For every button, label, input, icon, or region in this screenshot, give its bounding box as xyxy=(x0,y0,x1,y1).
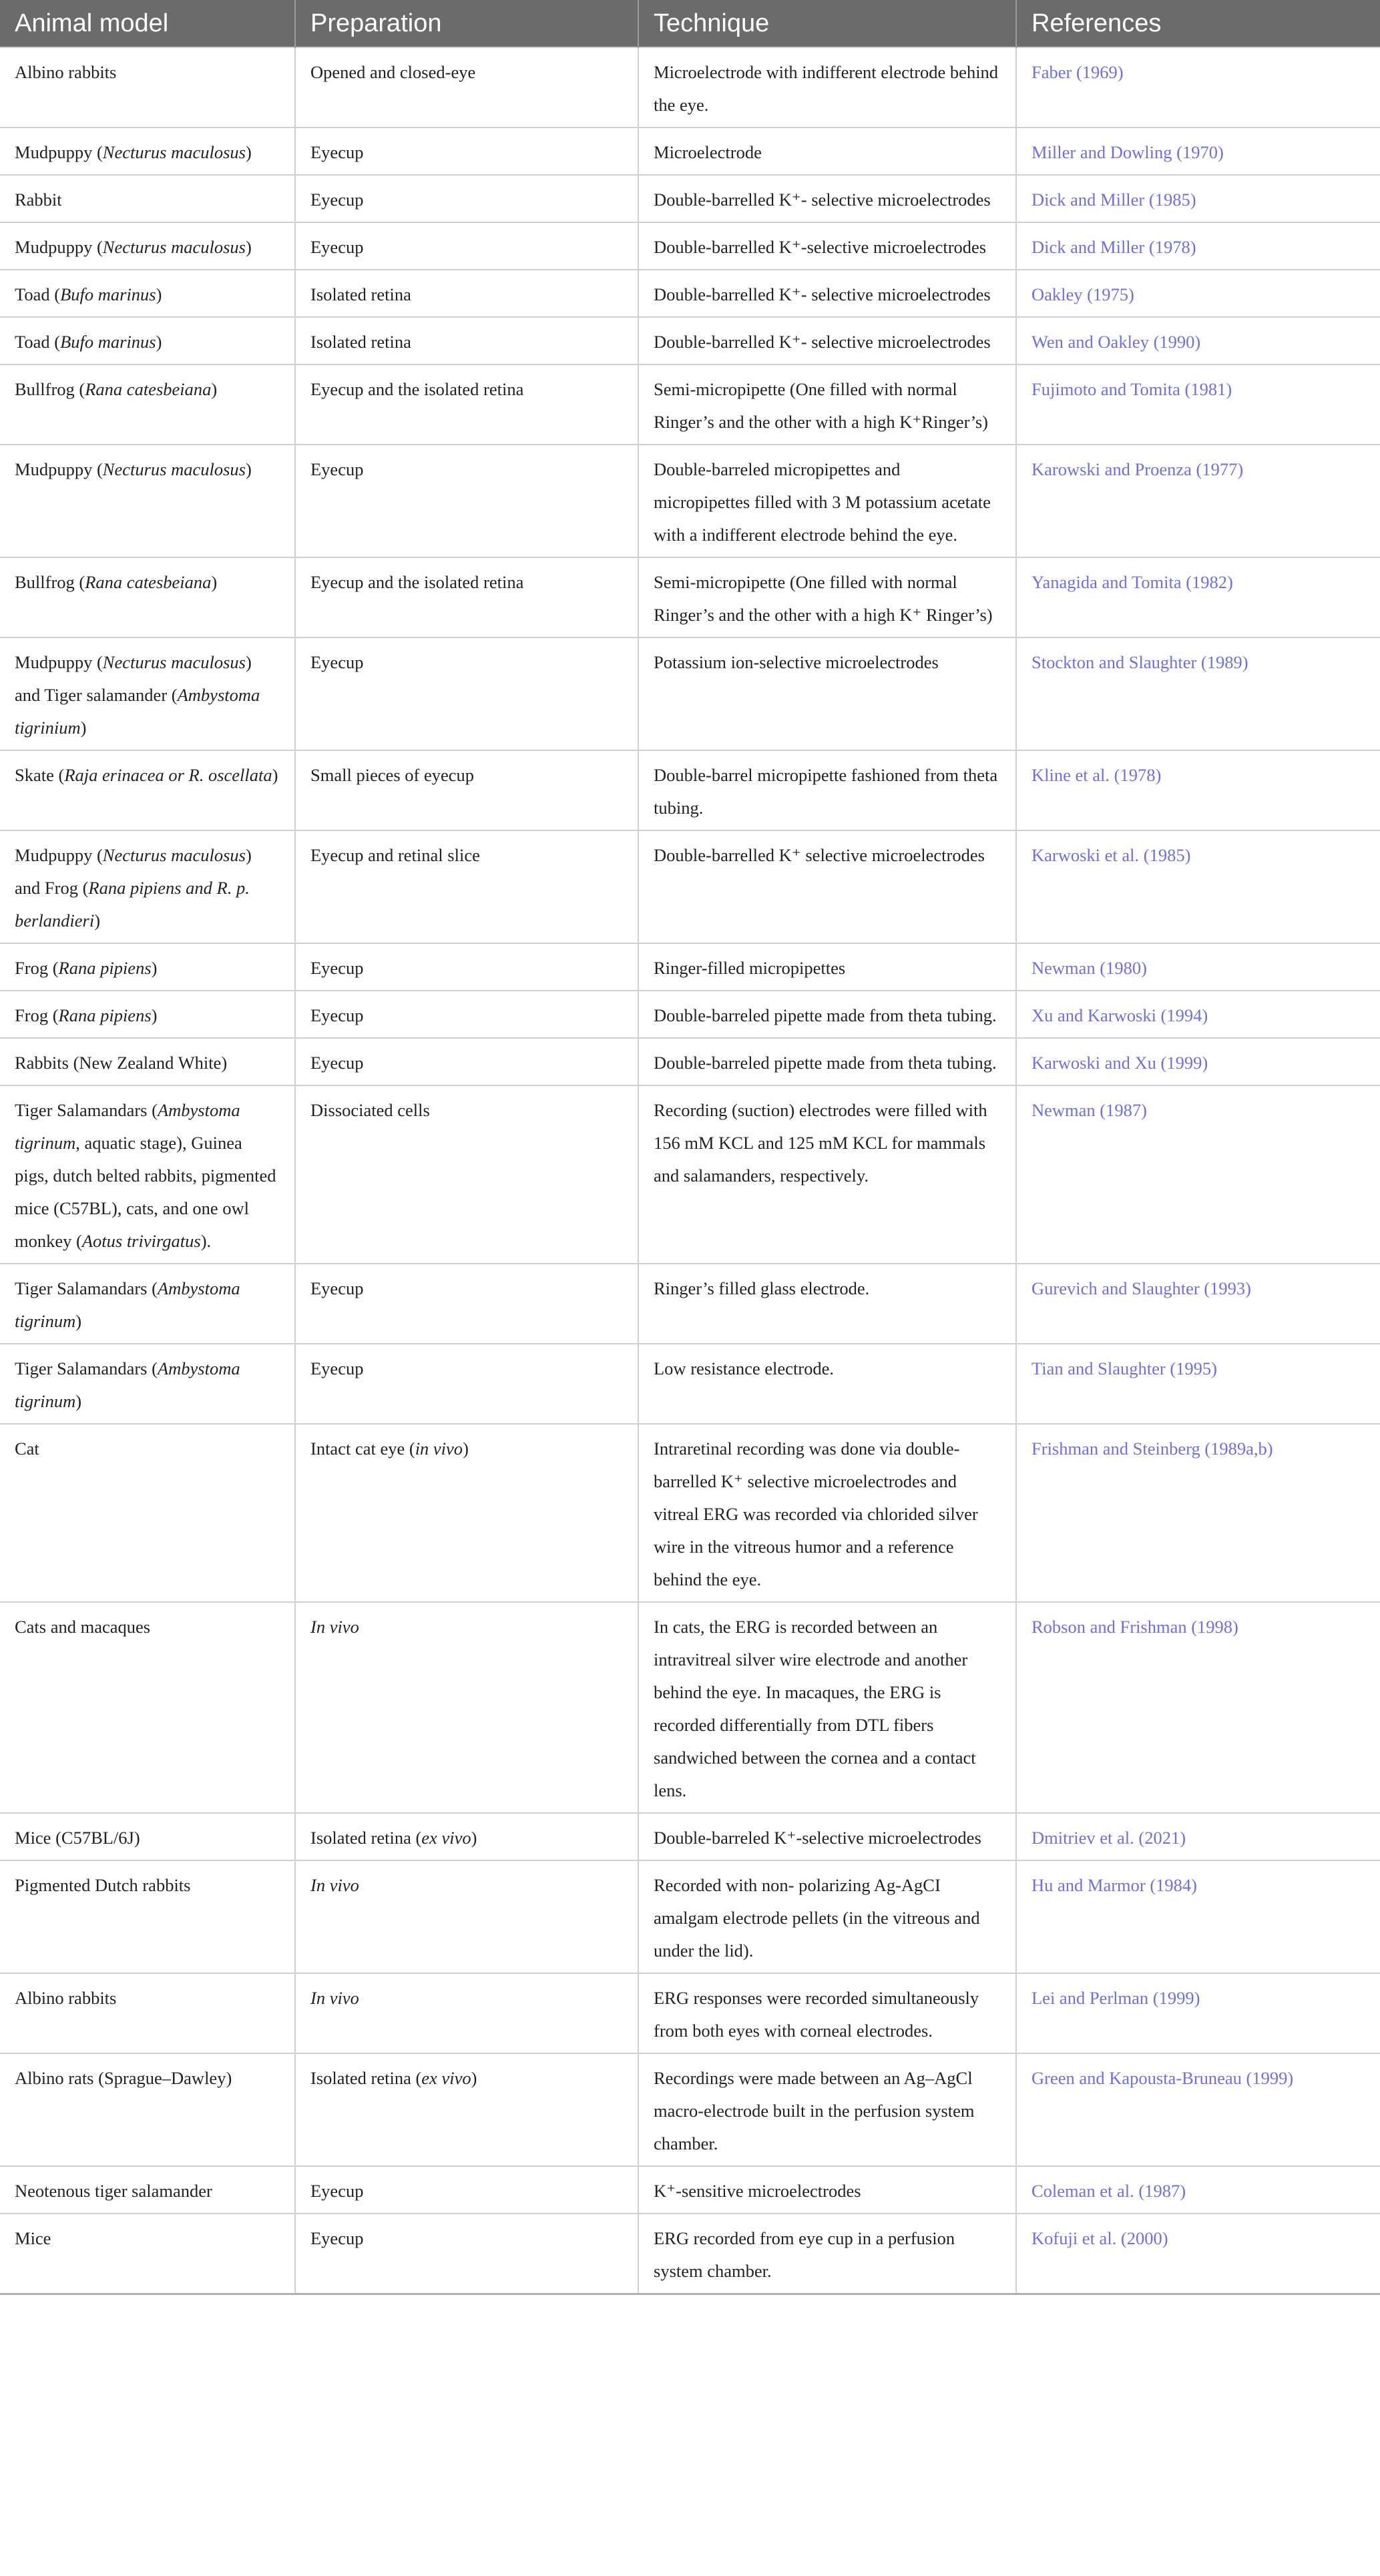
text-segment: ) xyxy=(463,1439,469,1459)
table-row xyxy=(0,47,1380,127)
text-segment: Mudpuppy ( xyxy=(15,142,103,162)
text-segment: ) xyxy=(471,1828,477,1848)
cell-technique: Recording (suction) electrodes were filled with 156 mM KCL and 125 mM KCL for mammals and salamanders, respectively. xyxy=(638,1085,1016,1264)
reference-link[interactable]: Yanagida and Tomita (1982) xyxy=(1016,557,1380,637)
cell-preparation xyxy=(295,2053,638,2166)
text-segment: Albino rabbits xyxy=(15,62,117,82)
italic-text: Ambystoma tigrinum xyxy=(15,1100,240,1153)
text-segment: Rabbits (New Zealand White) xyxy=(15,1053,228,1073)
text-segment: Eyecup xyxy=(310,1005,364,1025)
text-segment: Mudpuppy ( xyxy=(15,652,103,672)
cell-preparation xyxy=(295,637,638,750)
table-row xyxy=(0,1038,1380,1085)
cell-preparation xyxy=(295,127,638,175)
cell-preparation xyxy=(295,1973,638,2053)
cell-preparation xyxy=(295,991,638,1038)
cell-preparation xyxy=(295,1264,638,1344)
cell-preparation xyxy=(295,943,638,991)
cell-technique: Potassium ion-selective microelectrodes xyxy=(638,637,1016,750)
text-segment: Eyecup xyxy=(310,652,364,672)
text-segment: , aquatic stage), Guinea pigs, dutch belted rabbits, pigmented mice (C57BL), cats, and one owl monkey ( xyxy=(15,1133,276,1251)
table-body xyxy=(0,47,1380,2294)
text-segment: Eyecup and the isolated retina xyxy=(310,572,524,592)
text-segment: Tiger Salamandars ( xyxy=(15,1100,158,1120)
cell-preparation xyxy=(295,1085,638,1264)
cell-technique: ERG recorded from eye cup in a perfusion system chamber. xyxy=(638,2214,1016,2294)
italic-text: Rana pipiens xyxy=(58,1005,152,1025)
table-row xyxy=(0,127,1380,175)
cell-animal-model xyxy=(0,270,295,317)
text-segment: Bullfrog ( xyxy=(15,572,85,592)
italic-text: Necturus maculosus xyxy=(102,237,246,257)
cell-technique: Microelectrode with indifferent electrode behind the eye. xyxy=(638,47,1016,127)
text-segment: Eyecup xyxy=(310,2228,364,2248)
cell-animal-model xyxy=(0,364,295,445)
italic-text: Rana pipiens xyxy=(58,958,152,978)
text-segment: Toad ( xyxy=(15,332,61,352)
table-header xyxy=(0,0,1380,47)
cell-preparation xyxy=(295,1344,638,1424)
table-row xyxy=(0,317,1380,364)
reference-link[interactable]: Dick and Miller (1978) xyxy=(1016,222,1380,270)
italic-text: Ambystoma tigrinium xyxy=(15,685,260,738)
cell-technique: Recordings were made between an Ag–AgCl macro-electrode built in the perfusion system chamber. xyxy=(638,2053,1016,2166)
text-segment: Mice (C57BL/6J) xyxy=(15,1828,140,1848)
text-segment: ) xyxy=(272,765,278,785)
cell-animal-model xyxy=(0,991,295,1038)
text-segment: Mudpuppy ( xyxy=(15,845,103,865)
text-segment: Albino rats (Sprague–Dawley) xyxy=(15,2068,232,2088)
cell-preparation xyxy=(295,1424,638,1602)
italic-text: Bufo marinus xyxy=(60,284,156,304)
italic-text: Raja erinacea or R. oscellata xyxy=(64,765,272,785)
italic-text: Necturus maculosus xyxy=(102,652,246,672)
cell-animal-model xyxy=(0,127,295,175)
cell-technique: Double-barreled micropipettes and micropipettes filled with 3 M potassium acetate with a indifferent electrode behind the eye. xyxy=(638,445,1016,557)
text-segment: Neotenous tiger salamander xyxy=(15,2181,212,2201)
table-row xyxy=(0,1344,1380,1424)
cell-technique: In cats, the ERG is recorded between an intravitreal silver wire electrode and another behind the eye. In macaques, the ERG is recorded differentially from DTL fibers sandwiched between the cornea and a contact lens. xyxy=(638,1602,1016,1813)
reference-link[interactable]: Tian and Slaughter (1995) xyxy=(1016,1344,1380,1424)
cell-animal-model xyxy=(0,175,295,222)
reference-link[interactable]: Kline et al. (1978) xyxy=(1016,750,1380,830)
text-segment: Mudpuppy ( xyxy=(15,237,103,257)
cell-preparation xyxy=(295,445,638,557)
text-segment: Eyecup xyxy=(310,237,364,257)
cell-animal-model xyxy=(0,1038,295,1085)
italic-text: Rana catesbeiana xyxy=(85,572,212,592)
text-segment: Eyecup xyxy=(310,1278,364,1298)
cell-preparation xyxy=(295,364,638,445)
table-row xyxy=(0,1602,1380,1813)
reference-link[interactable]: Oakley (1975) xyxy=(1016,270,1380,317)
cell-technique: ERG responses were recorded simultaneously from both eyes with corneal electrodes. xyxy=(638,1973,1016,2053)
text-segment: Eyecup xyxy=(310,2181,364,2201)
table-row xyxy=(0,222,1380,270)
text-segment: Cats and macaques xyxy=(15,1617,151,1637)
text-segment: Frog ( xyxy=(15,1005,59,1025)
table-row xyxy=(0,1085,1380,1264)
table-row xyxy=(0,175,1380,222)
table-row xyxy=(0,2214,1380,2294)
text-segment: ) xyxy=(211,379,218,399)
cell-animal-model xyxy=(0,943,295,991)
cell-animal-model xyxy=(0,557,295,637)
text-segment: Isolated retina ( xyxy=(310,2068,422,2088)
cell-animal-model xyxy=(0,2166,295,2214)
text-segment: Rabbit xyxy=(15,190,62,210)
table-row xyxy=(0,2053,1380,2166)
reference-link[interactable]: Xu and Karwoski (1994) xyxy=(1016,991,1380,1038)
cell-technique: Intraretinal recording was done via double-barrelled K⁺ selective microelectrodes and vitreal ERG was recorded via chlorided silver wire in the vitreous humor and a reference behind the eye. xyxy=(638,1424,1016,1602)
reference-link[interactable]: Fujimoto and Tomita (1981) xyxy=(1016,364,1380,445)
cell-technique: Double-barreled K⁺-selective microelectrodes xyxy=(638,1813,1016,1860)
table-row xyxy=(0,557,1380,637)
cell-preparation xyxy=(295,830,638,943)
reference-link[interactable]: Karwoski and Xu (1999) xyxy=(1016,1038,1380,1085)
cell-animal-model xyxy=(0,830,295,943)
text-segment: Bullfrog ( xyxy=(15,379,85,399)
cell-technique: Semi-micropipette (One filled with normal Ringer’s and the other with a high K⁺Ringer’s) xyxy=(638,364,1016,445)
cell-animal-model xyxy=(0,1424,295,1602)
cell-animal-model xyxy=(0,1602,295,1813)
cell-animal-model xyxy=(0,445,295,557)
text-segment: Tiger Salamandars ( xyxy=(15,1278,158,1298)
reference-link[interactable]: Kofuji et al. (2000) xyxy=(1016,2214,1380,2294)
cell-animal-model xyxy=(0,2214,295,2294)
cell-animal-model xyxy=(0,1813,295,1860)
table-row xyxy=(0,1860,1380,1973)
cell-animal-model xyxy=(0,1264,295,1344)
text-segment: Mudpuppy ( xyxy=(15,459,103,479)
text-segment: ). xyxy=(200,1231,212,1251)
text-segment: ) xyxy=(245,237,252,257)
italic-text: Aotus trivirgatus xyxy=(81,1231,201,1251)
text-segment: Eyecup xyxy=(310,1053,364,1073)
header-preparation: Preparation xyxy=(295,0,638,47)
cell-technique: Low resistance electrode. xyxy=(638,1344,1016,1424)
reference-link[interactable]: Dick and Miller (1985) xyxy=(1016,175,1380,222)
text-segment: ) xyxy=(75,1391,82,1411)
cell-animal-model xyxy=(0,1085,295,1264)
cell-animal-model xyxy=(0,1973,295,2053)
table-row xyxy=(0,943,1380,991)
table-row xyxy=(0,750,1380,830)
cell-animal-model xyxy=(0,1344,295,1424)
text-segment: Isolated retina xyxy=(310,332,411,352)
text-segment: ) xyxy=(245,142,252,162)
cell-preparation xyxy=(295,270,638,317)
cell-preparation xyxy=(295,2166,638,2214)
text-segment: ) xyxy=(471,2068,477,2088)
header-animal-model: Animal model xyxy=(0,0,295,47)
cell-preparation xyxy=(295,2214,638,2294)
cell-technique: Microelectrode xyxy=(638,127,1016,175)
text-segment: Frog ( xyxy=(15,958,59,978)
text-segment: Eyecup and retinal slice xyxy=(310,845,480,865)
italic-text: ex vivo xyxy=(421,1828,471,1848)
text-segment: Intact cat eye ( xyxy=(310,1439,415,1459)
text-segment: Small pieces of eyecup xyxy=(310,765,475,785)
text-segment: Dissociated cells xyxy=(310,1100,430,1120)
table-row xyxy=(0,2166,1380,2214)
text-segment: ) xyxy=(156,332,162,352)
italic-text: Bufo marinus xyxy=(60,332,156,352)
table-row xyxy=(0,637,1380,750)
text-segment: Pigmented Dutch rabbits xyxy=(15,1875,191,1895)
header-references: References xyxy=(1016,0,1380,47)
reference-link[interactable]: Gurevich and Slaughter (1993) xyxy=(1016,1264,1380,1344)
table-row xyxy=(0,1424,1380,1602)
text-segment: Toad ( xyxy=(15,284,61,304)
cell-preparation xyxy=(295,47,638,127)
reference-link[interactable]: Lei and Perlman (1999) xyxy=(1016,1973,1380,2053)
text-segment: ) and Tiger salamander ( xyxy=(15,652,252,705)
header-technique: Technique xyxy=(638,0,1016,47)
text-segment: ) xyxy=(75,1311,82,1331)
text-segment: Opened and closed-eye xyxy=(310,62,476,82)
reference-link[interactable]: Stockton and Slaughter (1989) xyxy=(1016,637,1380,750)
italic-text: Necturus maculosus xyxy=(102,459,246,479)
cell-animal-model xyxy=(0,222,295,270)
cell-technique: Ringer-filled micropipettes xyxy=(638,943,1016,991)
cell-preparation xyxy=(295,1860,638,1973)
cell-technique: Recorded with non- polarizing Ag-AgCI amalgam electrode pellets (in the vitreous and under the lid). xyxy=(638,1860,1016,1973)
cell-preparation xyxy=(295,1602,638,1813)
text-segment: Eyecup xyxy=(310,190,364,210)
table-row xyxy=(0,991,1380,1038)
table-row xyxy=(0,1973,1380,2053)
reference-link[interactable]: Robson and Frishman (1998) xyxy=(1016,1602,1380,1813)
reference-link[interactable]: Faber (1969) xyxy=(1016,47,1380,127)
reference-link[interactable]: Frishman and Steinberg (1989a,b) xyxy=(1016,1424,1380,1602)
table-row xyxy=(0,1813,1380,1860)
cell-animal-model xyxy=(0,637,295,750)
text-segment: Albino rabbits xyxy=(15,1988,117,2008)
text-segment: Cat xyxy=(15,1439,39,1459)
reference-link[interactable]: Newman (1987) xyxy=(1016,1085,1380,1264)
text-segment: Eyecup xyxy=(310,142,364,162)
cell-technique: Double-barreled pipette made from theta tubing. xyxy=(638,1038,1016,1085)
italic-text: Rana catesbeiana xyxy=(85,379,212,399)
cell-preparation xyxy=(295,557,638,637)
reference-link[interactable]: Dmitriev et al. (2021) xyxy=(1016,1813,1380,1860)
table-row xyxy=(0,1264,1380,1344)
cell-technique: Double-barrelled K⁺- selective microelectrodes xyxy=(638,175,1016,222)
text-segment: ) xyxy=(245,459,252,479)
text-segment: Skate ( xyxy=(15,765,65,785)
cell-technique: Double-barrelled K⁺-selective microelectrodes xyxy=(638,222,1016,270)
italic-text: Rana pipiens and R. p. berlandieri xyxy=(15,878,250,931)
cell-preparation xyxy=(295,222,638,270)
cell-technique: Double-barrelled K⁺- selective microelectrodes xyxy=(638,270,1016,317)
cell-animal-model xyxy=(0,317,295,364)
italic-text: in vivo xyxy=(415,1439,463,1459)
cell-animal-model xyxy=(0,47,295,127)
italic-text: Necturus maculosus xyxy=(102,845,246,865)
text-segment: ) xyxy=(151,1005,158,1025)
text-segment: Isolated retina xyxy=(310,284,411,304)
cell-technique: Double-barreled pipette made from theta tubing. xyxy=(638,991,1016,1038)
text-segment: Mice xyxy=(15,2228,51,2248)
cell-preparation xyxy=(295,317,638,364)
text-segment: ) and Frog ( xyxy=(15,845,252,898)
reference-link[interactable]: Green and Kapousta-Bruneau (1999) xyxy=(1016,2053,1380,2166)
table-row xyxy=(0,445,1380,557)
table-row xyxy=(0,830,1380,943)
cell-animal-model xyxy=(0,750,295,830)
reference-link[interactable]: Wen and Oakley (1990) xyxy=(1016,317,1380,364)
text-segment: Eyecup xyxy=(310,958,364,978)
reference-link[interactable]: Hu and Marmor (1984) xyxy=(1016,1860,1380,1973)
cell-animal-model xyxy=(0,1860,295,1973)
cell-preparation xyxy=(295,1813,638,1860)
italic-text: ex vivo xyxy=(421,2068,471,2088)
italic-text: In vivo xyxy=(310,1875,359,1895)
cell-technique: Semi-micropipette (One filled with normal Ringer’s and the other with a high K⁺ Ringer’s) xyxy=(638,557,1016,637)
text-segment: ) xyxy=(94,911,101,931)
cell-technique: Double-barrelled K⁺- selective microelectrodes xyxy=(638,317,1016,364)
italic-text: Necturus maculosus xyxy=(102,142,246,162)
reference-link[interactable]: Miller and Dowling (1970) xyxy=(1016,127,1380,175)
text-segment: Tiger Salamandars ( xyxy=(15,1358,158,1378)
text-segment: Eyecup xyxy=(310,1358,364,1378)
text-segment: ) xyxy=(151,958,158,978)
text-segment: ) xyxy=(80,718,87,738)
text-segment: Eyecup xyxy=(310,459,364,479)
cell-technique: Double-barrelled K⁺ selective microelectrodes xyxy=(638,830,1016,943)
cell-technique: Double-barrel micropipette fashioned from theta tubing. xyxy=(638,750,1016,830)
italic-text: Ambystoma tigrinum xyxy=(15,1278,240,1331)
table-row xyxy=(0,364,1380,445)
text-segment: ) xyxy=(211,572,218,592)
italic-text: In vivo xyxy=(310,1988,359,2008)
cell-technique: Ringer’s filled glass electrode. xyxy=(638,1264,1016,1344)
reference-link[interactable]: Newman (1980) xyxy=(1016,943,1380,991)
cell-preparation xyxy=(295,750,638,830)
italic-text: In vivo xyxy=(310,1617,359,1637)
text-segment: ) xyxy=(156,284,162,304)
reference-link[interactable]: Coleman et al. (1987) xyxy=(1016,2166,1380,2214)
cell-preparation xyxy=(295,1038,638,1085)
cell-technique: K⁺-sensitive microelectrodes xyxy=(638,2166,1016,2214)
text-segment: Isolated retina ( xyxy=(310,1828,422,1848)
reference-link[interactable]: Karwoski et al. (1985) xyxy=(1016,830,1380,943)
text-segment: Eyecup and the isolated retina xyxy=(310,379,524,399)
reference-link[interactable]: Karowski and Proenza (1977) xyxy=(1016,445,1380,557)
italic-text: Ambystoma tigrinum xyxy=(15,1358,240,1411)
table-row xyxy=(0,270,1380,317)
cell-animal-model xyxy=(0,2053,295,2166)
cell-preparation xyxy=(295,175,638,222)
